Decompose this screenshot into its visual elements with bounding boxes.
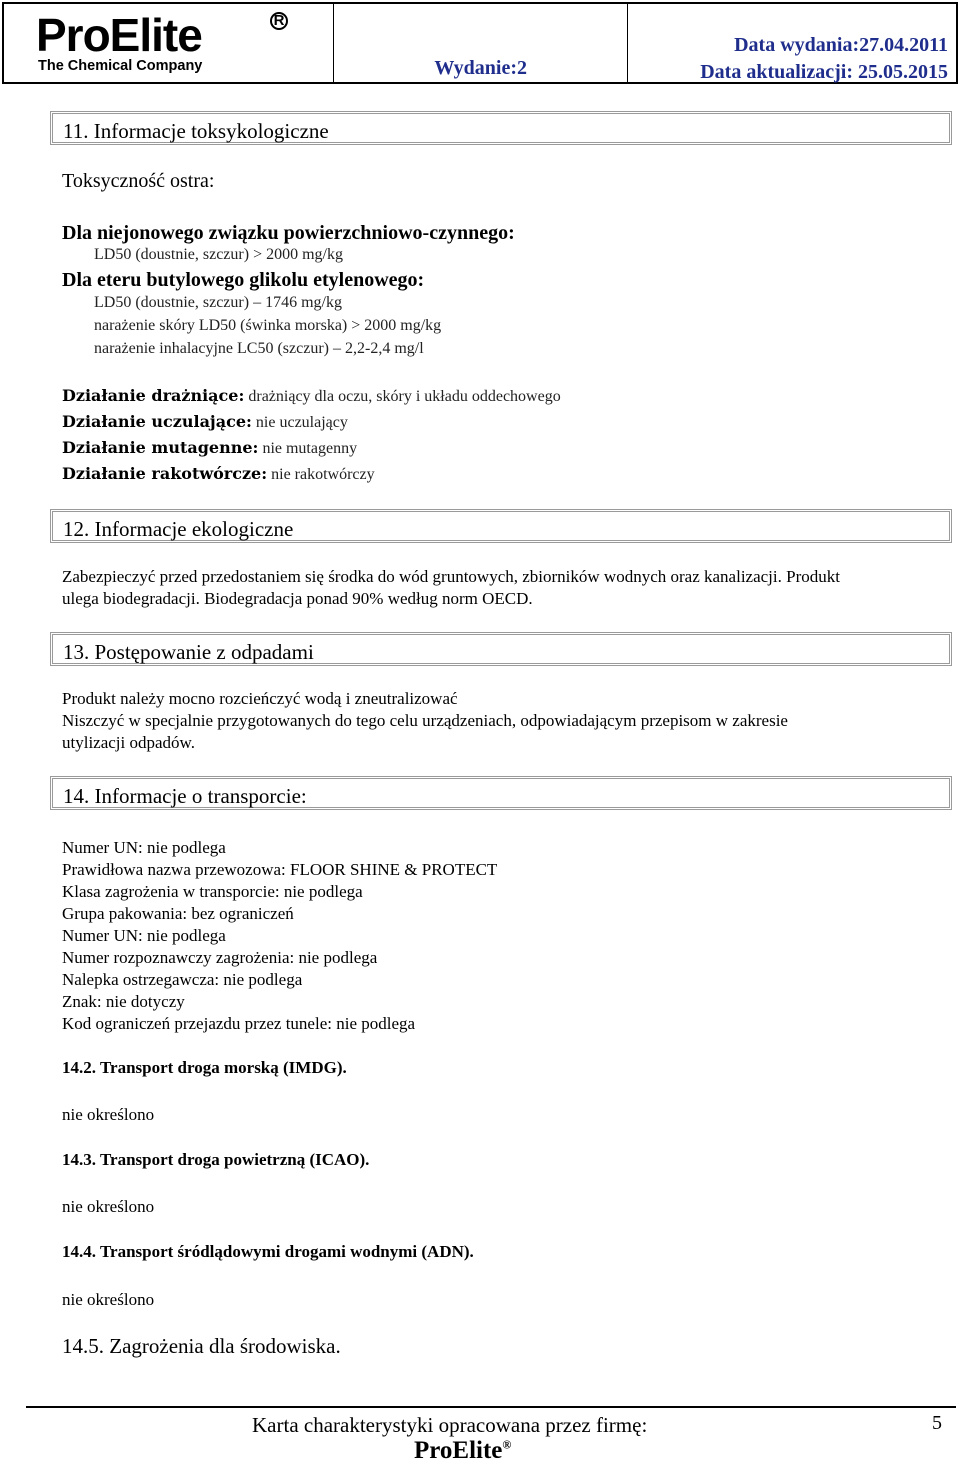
irritant-effect-value: drażniący dla oczu, skóry i układu oddechowego: [244, 388, 561, 405]
carcinogenic-effect-label: Działanie rakotwórcze:: [62, 464, 268, 483]
mutagenic-effect-label: Działanie mutagenne:: [62, 438, 259, 457]
transport-mark: Znak: nie dotyczy: [62, 992, 185, 1011]
logo: [4, 4, 334, 82]
section-13-title: 13. Postępowanie z odpadami: [50, 632, 952, 666]
footer-brand: [414, 1437, 511, 1464]
waste-line-2: Niszczyć w specjalnie przygotowanych do tego celu urządzeniach, odpowiadającym przepisom w zakresie: [62, 711, 788, 730]
edition-cell: [334, 4, 628, 82]
ecology-line-1: Zabezpieczyć przed przedostaniem się środka do wód gruntowych, zbiorników wodnych oraz kanalizacji. Produkt: [62, 567, 840, 586]
footer-brand-registered: ®: [502, 1437, 512, 1452]
butyl-glycol-heading: Dla eteru butylowego glikolu etylenowego:: [62, 269, 425, 291]
page-number: 5: [932, 1412, 942, 1434]
waste-line-3: utylizacji odpadów.: [62, 733, 195, 752]
butyl-glycol-ld50-oral: LD50 (doustnie, szczur) – 1746 mg/kg: [94, 294, 342, 311]
butyl-glycol-lc50-inhalation: narażenie inhalacyjne LC50 (szczur) – 2,2-2,4 mg/l: [94, 340, 424, 357]
section-12-title: 12. Informacje ekologiczne: [50, 509, 952, 543]
transport-packing-group: Grupa pakowania: bez ograniczeń: [62, 904, 294, 923]
adn-heading: 14.4. Transport śródlądowymi drogami wodnymi (ADN).: [62, 1242, 474, 1261]
carcinogenic-effect: [62, 464, 375, 484]
icao-heading: 14.3. Transport droga powietrzną (ICAO).: [62, 1150, 370, 1169]
sensitizing-effect-label: Działanie uczulające:: [62, 412, 252, 431]
waste-line-1: Produkt należy mocno rozcieńczyć wodą i zneutralizować: [62, 689, 458, 708]
sensitizing-effect: [62, 412, 348, 432]
transport-shipping-name: Prawidłowa nazwa przewozowa: FLOOR SHINE & PROTECT: [62, 860, 498, 879]
butyl-glycol-ld50-skin: narażenie skóry LD50 (świnka morska) > 2000 mg/kg: [94, 317, 442, 334]
imdg-heading: 14.2. Transport droga morską (IMDG).: [62, 1058, 347, 1077]
document-header: [2, 2, 958, 84]
transport-hazard-class: Klasa zagrożenia w transporcie: nie podlega: [62, 882, 363, 901]
transport-un-number-2: Numer UN: nie podlega: [62, 926, 226, 945]
transport-tunnel-code: Kod ograniczeń przejazdu przez tunele: nie podlega: [62, 1014, 416, 1033]
sensitizing-effect-value: nie uczulający: [251, 414, 348, 431]
section-14-title: 14. Informacje o transporcie:: [50, 776, 952, 810]
mutagenic-effect-value: nie mutagenny: [258, 440, 358, 457]
acute-toxicity-heading: Toksyczność ostra:: [62, 170, 215, 192]
logo-name: ProElite: [36, 9, 202, 61]
surfactant-ld50: LD50 (doustnie, szczur) > 2000 mg/kg: [94, 246, 343, 263]
logo-registered-mark: R: [270, 12, 288, 30]
irritant-effect: [62, 386, 561, 406]
logo-tagline: The Chemical Company: [38, 58, 203, 74]
adn-value: nie określono: [62, 1290, 155, 1309]
icao-value: nie określono: [62, 1197, 155, 1216]
carcinogenic-effect-value: nie rakotwórczy: [267, 466, 375, 483]
issue-date: Data wydania:27.04.2011: [734, 34, 948, 56]
transport-un-number: Numer UN: nie podlega: [62, 838, 226, 857]
footer-brand-name: ProElite: [414, 1437, 503, 1464]
imdg-value: nie określono: [62, 1105, 155, 1124]
dates-cell: [628, 4, 956, 82]
footer-divider: [26, 1406, 956, 1408]
transport-hazard-id: Numer rozpoznawczy zagrożenia: nie podlega: [62, 948, 378, 967]
update-date: Data aktualizacji: 25.05.2015: [700, 61, 948, 83]
environmental-hazards-heading: 14.5. Zagrożenia dla środowiska.: [62, 1334, 341, 1358]
edition-number: Wydanie:2: [434, 57, 527, 79]
ecology-line-2: ulega biodegradacji. Biodegradacja ponad 90% według norm OECD.: [62, 589, 533, 608]
nonionic-surfactant-heading: Dla niejonowego związku powierzchniowo-czynnego:: [62, 222, 515, 244]
section-11-title: 11. Informacje toksykologiczne: [50, 111, 952, 145]
irritant-effect-label: Działanie drażniące:: [62, 386, 245, 405]
mutagenic-effect: [62, 438, 357, 458]
footer-text: Karta charakterystyki opracowana przez firmę:: [252, 1413, 648, 1437]
transport-warning-label: Nalepka ostrzegawcza: nie podlega: [62, 970, 303, 989]
